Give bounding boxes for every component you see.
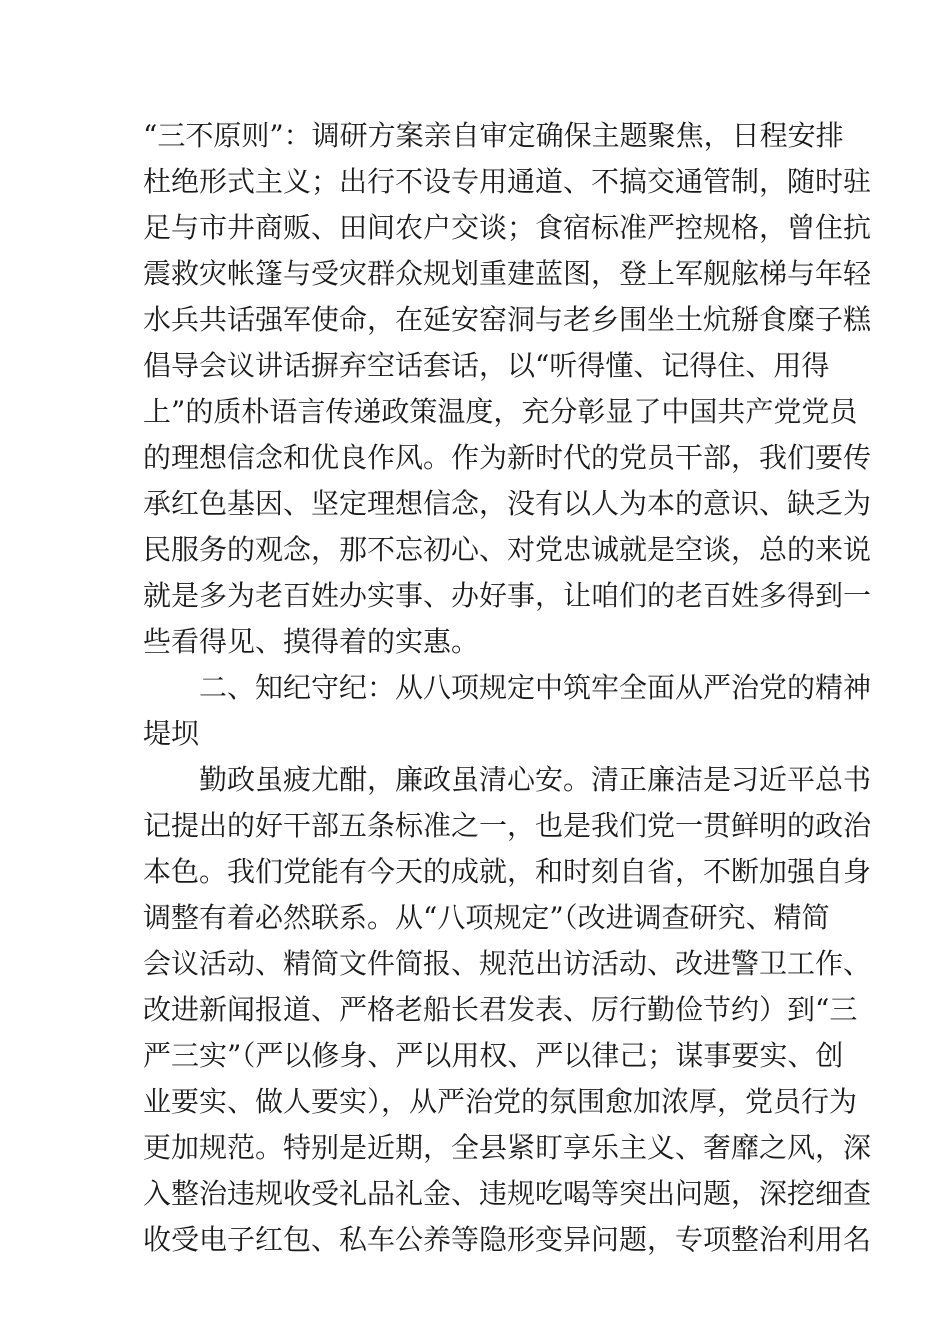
paragraph-1-line-11: 就是多为老百姓办实事、办好事，让咱们的老百姓多得到一 xyxy=(143,579,872,612)
paragraph-2-line-1: 勤政虽疲尤酣，廉政虽清心安。清正廉洁是习近平总书 xyxy=(199,763,872,796)
paragraph-1-line-12: 些看得见、摸得着的实惠。 xyxy=(143,625,480,658)
paragraph-1-line-4: 震救灾帐篷与受灾群众规划重建蓝图，登上军舰舷梯与年轻 xyxy=(143,257,872,290)
paragraph-2-line-2: 记提出的好干部五条标准之一，也是我们党一贯鲜明的政治 xyxy=(143,809,872,842)
paragraph-2-line-10: 入整治违规收受礼品礼金、违规吃喝等突出问题，深挖细查 xyxy=(143,1177,872,1210)
paragraph-1-line-3: 足与市井商贩、田间农户交谈；食宿标准严控规格，曾住抗 xyxy=(143,211,872,244)
paragraph-1-line-7: 上”的质朴语言传递政策温度，充分彰显了中国共产党党员 xyxy=(143,395,858,428)
paragraph-2-line-11: 收受电子红包、私车公养等隐形变异问题，专项整治利用名 xyxy=(143,1223,872,1256)
paragraph-1-line-5: 水兵共话强军使命，在延安窑洞与老乡围坐土炕掰食糜子糕 xyxy=(143,303,872,336)
paragraph-2-line-6: 改进新闻报道、严格老船长君发表、厉行勤俭节约）到“三 xyxy=(143,993,858,1026)
paragraph-2-line-5: 会议活动、精简文件简报、规范出访活动、改进警卫工作、 xyxy=(143,947,872,980)
paragraph-2-line-8: 业要实、做人要实），从严治党的氛围愈加浓厚，党员行为 xyxy=(143,1085,858,1118)
paragraph-1-line-1: “三不原则”：调研方案亲自审定确保主题聚焦，日程安排 xyxy=(143,119,844,152)
section-heading-line-1: 二、知纪守纪：从八项规定中筑牢全面从严治党的精神 xyxy=(199,671,872,704)
paragraph-1-line-2: 杜绝形式主义；出行不设专用通道、不搞交通管制，随时驻 xyxy=(143,165,872,198)
paragraph-1-line-6: 倡导会议讲话摒弃空话套话，以“听得懂、记得住、用得 xyxy=(143,349,830,382)
paragraph-2-line-4: 调整有着必然联系。从“八项规定”（改进调查研究、精简 xyxy=(143,901,830,934)
paragraph-1-line-9: 承红色基因、坚定理想信念，没有以人为本的意识、缺乏为 xyxy=(143,487,872,520)
paragraph-1-line-10: 民服务的观念，那不忘初心、对党忠诚就是空谈，总的来说 xyxy=(143,533,872,566)
paragraph-2-line-7: 严三实”（严以修身、严以用权、严以律己；谋事要实、创 xyxy=(143,1039,844,1072)
section-heading-line-2: 堤坝 xyxy=(143,717,200,750)
paragraph-2-line-9: 更加规范。特别是近期，全县紧盯享乐主义、奢靡之风，深 xyxy=(143,1131,872,1164)
paragraph-1-line-8: 的理想信念和优良作风。作为新时代的党员干部，我们要传 xyxy=(143,441,872,474)
paragraph-2-line-3: 本色。我们党能有今天的成就，和时刻自省，不断加强自身 xyxy=(143,855,872,888)
